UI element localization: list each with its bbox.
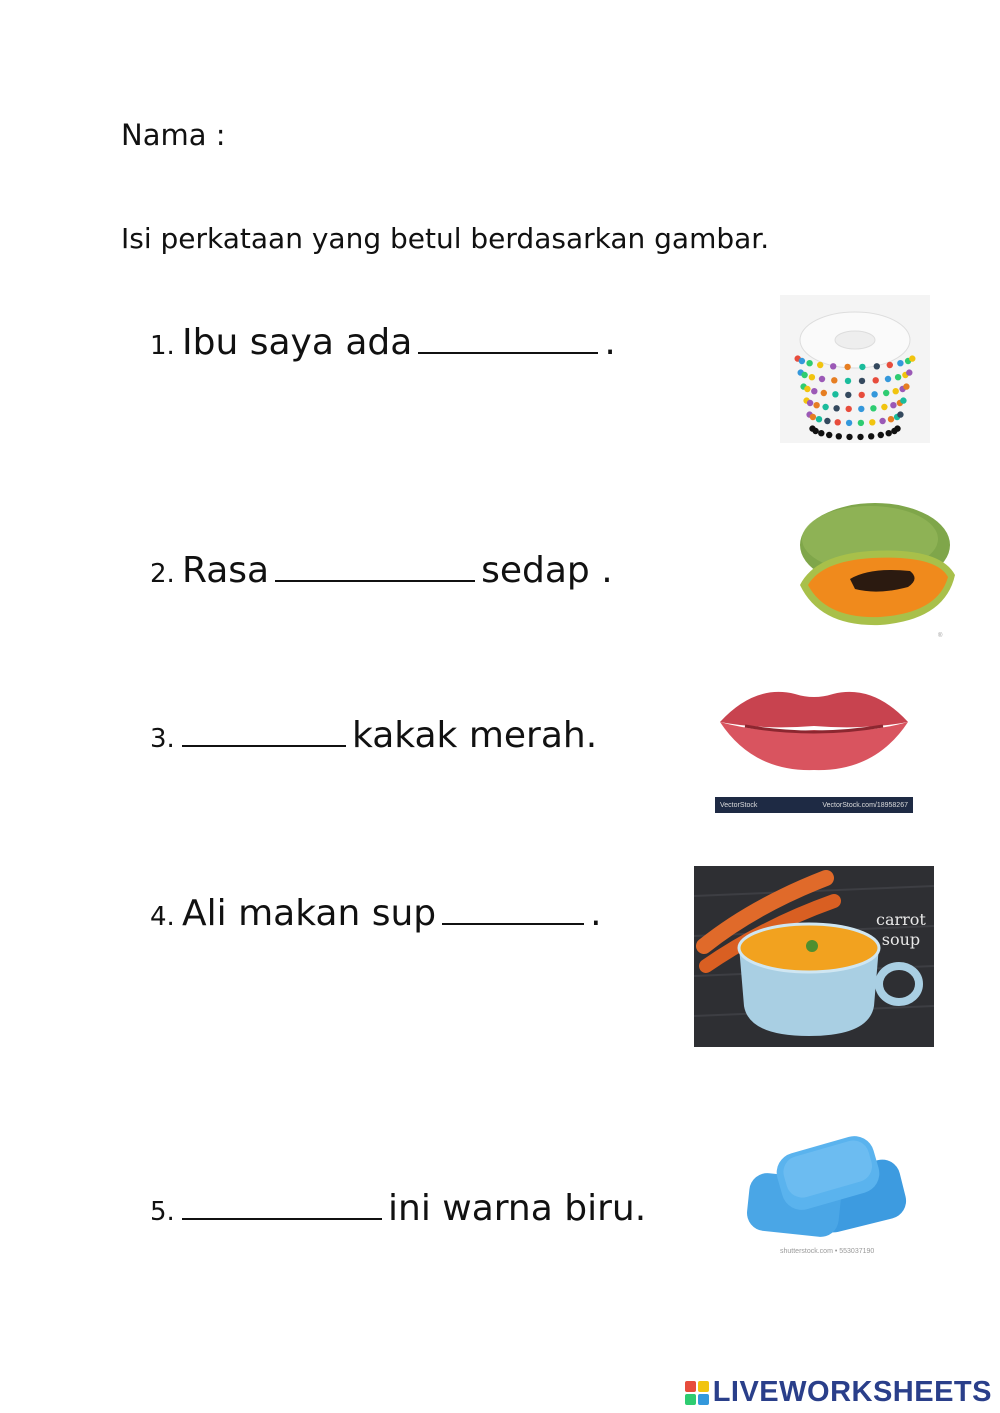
pin-head bbox=[804, 386, 810, 392]
pin-head bbox=[900, 397, 906, 403]
pin-head bbox=[870, 405, 876, 411]
pin-head bbox=[831, 377, 837, 383]
question-number: 4. bbox=[150, 902, 175, 932]
pin-head bbox=[881, 404, 887, 410]
pin-head bbox=[817, 362, 823, 368]
pin-head bbox=[807, 400, 813, 406]
pin-head bbox=[833, 405, 839, 411]
pin-head bbox=[845, 392, 851, 398]
pin-head bbox=[858, 420, 864, 426]
pin-head bbox=[844, 364, 850, 370]
pin-head bbox=[835, 419, 841, 425]
blue-soap-image bbox=[740, 1130, 910, 1260]
answer-blank-5[interactable] bbox=[182, 1188, 382, 1220]
pin-head bbox=[821, 390, 827, 396]
watermark-right: VectorStock.com/18958267 bbox=[822, 801, 908, 809]
logo-square bbox=[698, 1381, 709, 1392]
question-text-after: . bbox=[590, 893, 602, 934]
pin-head bbox=[873, 377, 879, 383]
pin-head bbox=[836, 433, 842, 439]
logo-square bbox=[685, 1394, 696, 1405]
soup-caption-line1: carrot bbox=[876, 910, 926, 929]
question-number: 2. bbox=[150, 559, 175, 589]
pin-head bbox=[906, 369, 912, 375]
pin-head bbox=[887, 362, 893, 368]
pin-head bbox=[874, 363, 880, 369]
logo-square bbox=[685, 1381, 696, 1392]
answer-blank-1[interactable] bbox=[418, 322, 598, 354]
brand-name: LIVEWORKSHEETS bbox=[712, 1376, 992, 1408]
pin-head bbox=[845, 378, 851, 384]
watermark-left: VectorStock bbox=[720, 801, 758, 809]
pin-head bbox=[883, 390, 889, 396]
question-text-after: kakak merah. bbox=[352, 715, 598, 756]
pin-head bbox=[903, 383, 909, 389]
question-text-before: Rasa bbox=[182, 550, 270, 591]
pin-head bbox=[879, 418, 885, 424]
pin-head bbox=[822, 404, 828, 410]
question-text-before: Ali makan sup bbox=[182, 893, 437, 934]
question-number: 3. bbox=[150, 724, 175, 754]
pin-head bbox=[857, 434, 863, 440]
pin-head bbox=[894, 425, 900, 431]
soup-caption-line2: soup bbox=[881, 930, 921, 949]
pin-head bbox=[846, 434, 852, 440]
pin-head bbox=[809, 374, 815, 380]
liveworksheets-logo[interactable] bbox=[685, 1376, 992, 1409]
pin-head bbox=[830, 363, 836, 369]
answer-blank-2[interactable] bbox=[275, 550, 475, 582]
question-1 bbox=[150, 322, 616, 372]
lips-watermark-bar bbox=[715, 797, 913, 813]
pin-head bbox=[858, 406, 864, 412]
pin-head bbox=[886, 430, 892, 436]
pin-head bbox=[806, 360, 812, 366]
question-text-after: . bbox=[604, 322, 616, 363]
logo-squares-icon bbox=[685, 1381, 709, 1405]
logo-square bbox=[698, 1394, 709, 1405]
pin-head bbox=[801, 372, 807, 378]
name-label: Nama : bbox=[121, 118, 226, 152]
pin-head bbox=[869, 419, 875, 425]
question-text-after: ini warna biru. bbox=[388, 1188, 647, 1229]
pin-head bbox=[819, 376, 825, 382]
svg-text:®: ® bbox=[938, 633, 943, 639]
question-text-after: sedap . bbox=[481, 550, 613, 591]
question-3 bbox=[150, 715, 597, 765]
pin-head bbox=[816, 416, 822, 422]
pin-head bbox=[826, 432, 832, 438]
pin-head bbox=[799, 358, 805, 364]
soup-caption bbox=[876, 910, 926, 950]
question-number: 1. bbox=[150, 331, 175, 361]
pin-head bbox=[871, 391, 877, 397]
pin-head bbox=[897, 360, 903, 366]
papaya-image bbox=[760, 495, 960, 640]
pin-head bbox=[846, 420, 852, 426]
pin-head bbox=[868, 433, 874, 439]
lips-image bbox=[715, 680, 913, 815]
pin-head bbox=[846, 406, 852, 412]
colorful-pins-image bbox=[780, 295, 930, 443]
answer-blank-3[interactable] bbox=[182, 715, 346, 747]
pin-head bbox=[859, 378, 865, 384]
pin-head bbox=[824, 418, 830, 424]
pin-head bbox=[897, 411, 903, 417]
question-text-before: Ibu saya ada bbox=[182, 322, 413, 363]
soap-watermark: shutterstock.com • 553037190 bbox=[780, 1248, 875, 1255]
question-4 bbox=[150, 893, 602, 943]
pin-head bbox=[811, 388, 817, 394]
pin-head bbox=[818, 430, 824, 436]
pin-head bbox=[810, 414, 816, 420]
question-5 bbox=[150, 1188, 646, 1238]
pin-head bbox=[890, 402, 896, 408]
pin-head bbox=[878, 432, 884, 438]
pin-head bbox=[859, 364, 865, 370]
pin-head bbox=[895, 374, 901, 380]
pin-head bbox=[859, 392, 865, 398]
pin-head bbox=[812, 428, 818, 434]
pin-head bbox=[888, 416, 894, 422]
carrot-soup-image bbox=[694, 866, 934, 1047]
pin-head bbox=[893, 388, 899, 394]
instruction-text: Isi perkataan yang betul berdasarkan gambar. bbox=[121, 222, 770, 255]
question-number: 5. bbox=[150, 1197, 175, 1227]
answer-blank-4[interactable] bbox=[442, 893, 584, 925]
pin-head bbox=[813, 402, 819, 408]
pin-head bbox=[909, 355, 915, 361]
pin-head bbox=[832, 391, 838, 397]
question-2 bbox=[150, 550, 613, 600]
pin-head bbox=[885, 376, 891, 382]
